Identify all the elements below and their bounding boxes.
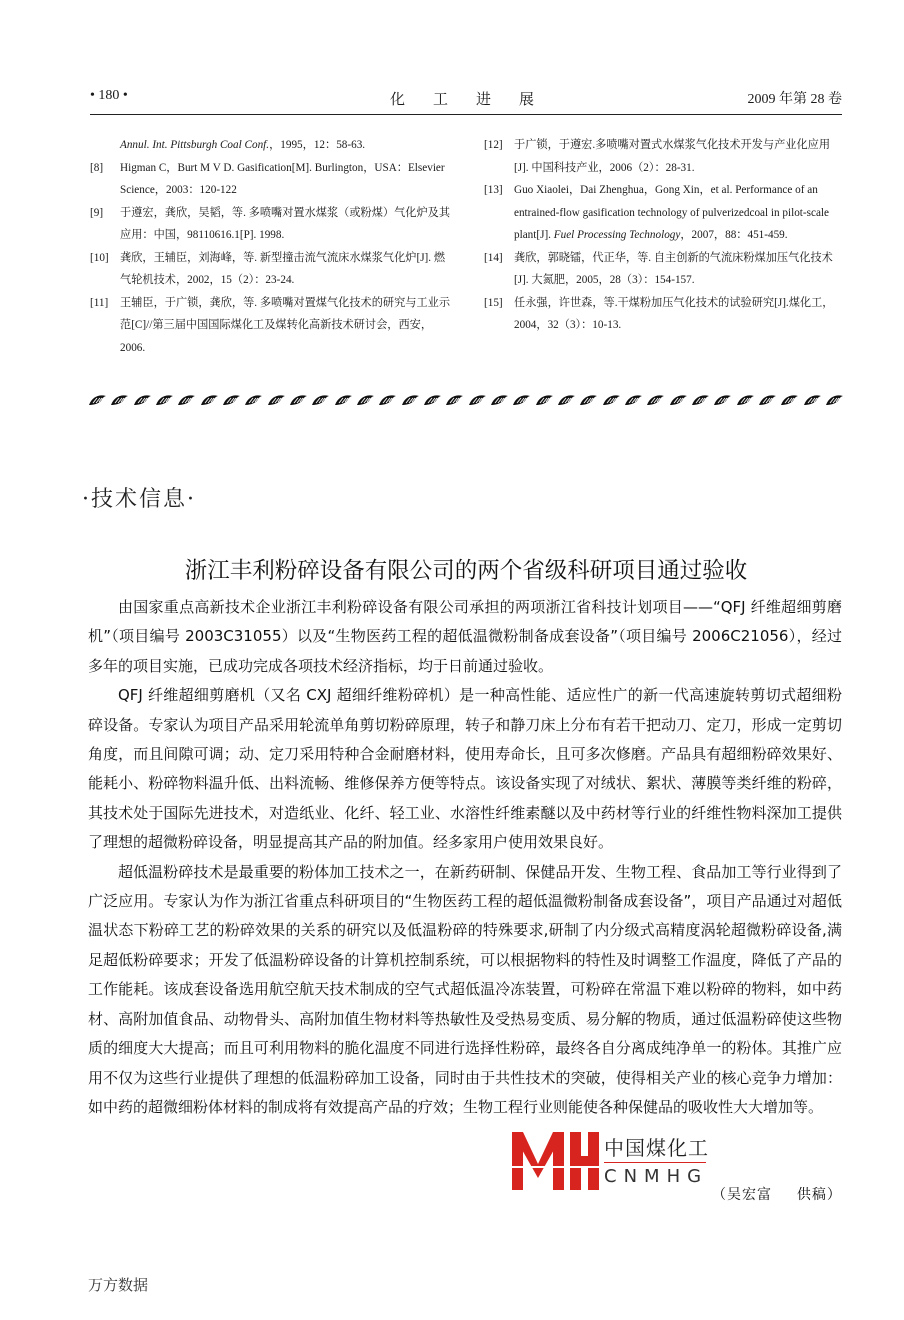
reference-text: 于遵宏，龚欣，吴韬，等. 多喷嘴对置水煤浆（或粉煤）气化炉及其应用：中国，98110616.1[P]. 1998.	[120, 206, 451, 241]
reference-text: Annul. Int. Pittsburgh Coal Conf.	[120, 139, 270, 151]
reference-number: [11]	[90, 296, 109, 309]
leaf-ornament-icon	[758, 393, 777, 407]
reference-number: [12]	[484, 139, 503, 151]
leaf-ornament-icon	[334, 393, 353, 407]
leaf-ornament-icon	[669, 393, 688, 407]
references-left-column	[90, 134, 455, 359]
leaf-ornament-icon	[155, 393, 174, 407]
journal-name: 化工进展	[390, 90, 563, 108]
leaf-ornament-icon	[557, 393, 576, 407]
reference-item	[90, 247, 455, 292]
source-watermark: 万方数据	[88, 1276, 149, 1294]
leaf-ornament-icon	[356, 393, 375, 407]
reference-number: [15]	[484, 296, 503, 309]
reference-number: [9]	[90, 206, 104, 219]
logo-name-en: CNMHG	[604, 1166, 709, 1187]
reference-text: 任永强，许世森，等.干煤粉加压气化技术的试验研究[J].煤化工，2004，32（3）：10-13.	[514, 296, 834, 331]
leaf-ornament-icon	[200, 393, 219, 407]
running-header	[90, 88, 842, 112]
header-rule	[90, 114, 842, 115]
reference-item	[484, 134, 842, 179]
leaf-ornament-icon	[713, 393, 732, 407]
reference-text: Higman C，Burt M V D. Gasification[M]. Burlington，USA：Elsevier Science，2003：120-122	[120, 161, 445, 196]
paragraph: 超低温粉碎技术是最重要的粉体加工技术之一，在新药研制、保健品开发、生物工程、食品加工等行业得到了广泛应用。专家认为作为浙江省重点科研项目的“生物医药工程的超低温微粉制备成套设备”，项目产品通过对超低温状态下粉碎工艺的粉碎效果的关系的研究以及低温粉碎的特殊要求,研制了内分级式高精度涡轮超微粉碎设备,满足超低粉碎要求；开发了低温粉碎设备的计算机控制系统，可以根据物料的特性及时调整工作温度，降低了产品的工作能耗。该成套设备选用航空航天技术制成的空气式超低温冷冻装置，可粉碎在常温下难以粉碎的物料，如中药材、高附加值食品、动物骨头、高附加值生物材料等热敏性及受热易变质、易分解的物质，通过低温粉碎使这些物质的细度大大提高；而且可利用物料的脆化温度不同进行选择性粉碎，最终各自分离成纯净单一的粉体。其推广应用不仅为这些行业提供了理想的低温粉碎加工设备，同时由于共性技术的突破，使得相关产业的核心竞争力增加：如中药的超微细粉体材料的制成将有效提高产品的疗效；生物工程行业则能使各种保健品的吸收性大大增加等。	[88, 862, 842, 1116]
leaf-ornament-icon	[244, 393, 263, 407]
leaf-ornament-icon	[177, 393, 196, 407]
ornament-divider	[88, 393, 844, 413]
leaf-ornament-icon	[535, 393, 554, 407]
mh-logo-icon	[510, 1128, 600, 1192]
leaf-ornament-icon	[133, 393, 152, 407]
reference-text: 于广锁，于遵宏.多喷嘴对置式水煤浆气化技术开发与产业化应用[J]. 中国科技产业，2006（2）：28-31.	[514, 139, 831, 174]
volume-info: 2009 年第 28 卷	[747, 92, 842, 107]
page-number: • 180 •	[90, 88, 128, 103]
watermark-logo	[510, 1128, 710, 1192]
leaf-ornament-icon	[222, 393, 241, 407]
paragraph: QFJ 纤维超细剪磨机（又名 CXJ 超细纤维粉碎机）是一种高性能、适应性广的新一代高速旋转剪切式超细粉碎设备。专家认为项目产品采用轮流单角剪切粉碎原理，转子和静刀床上分布有若干把动刀、定刀，形成一定剪切角度，而且间隙可调；动、定刀采用特种合金耐磨材料，使用寿命长，且可多次修磨。产品具有超细粉碎效果好、能耗小、粉碎物料温升低、出料流畅、维修保养方便等特点。该设备实现了对绒状、絮状、薄膜等类纤维的粉碎，其技术处于国际先进技术，对造纸业、化纤、轻工业、水溶性纤维素醚以及中药材等行业的纤维性物料深加工提供了理想的超微粉碎设备，明显提高其产品的附加值。经多家用户使用效果良好。	[88, 686, 842, 852]
reference-text: Fuel Processing Technology	[553, 229, 681, 241]
reference-item	[484, 292, 842, 337]
reference-number: [14]	[484, 251, 503, 264]
reference-item	[90, 292, 455, 360]
reference-text: 龚欣，郭晓镭，代正华，等. 自主创新的气流床粉煤加压气化技术[J]. 大氮肥，2005，28（3）：154-157.	[514, 251, 833, 286]
reference-item	[484, 179, 842, 247]
article-title: 浙江丰利粉碎设备有限公司的两个省级科研项目通过验收	[184, 558, 748, 585]
leaf-ornament-icon	[602, 393, 621, 407]
reference-text: Guo Xiaolei，Dai Zhenghua，Gong Xin，et al. Performance of an entrained-flow gasification technology of pulverizedcoal in pilot-scale plant[J].	[514, 184, 829, 241]
leaf-ornament-icon	[803, 393, 822, 407]
reference-item	[90, 134, 455, 157]
leaf-ornament-icon	[624, 393, 643, 407]
leaf-ornament-icon	[512, 393, 531, 407]
logo-name-cn: 中国煤化工	[604, 1136, 709, 1160]
leaf-ornament-icon	[401, 393, 420, 407]
leaf-ornament-icon	[736, 393, 755, 407]
reference-number: [8]	[90, 161, 104, 174]
credit-role: 供稿）	[796, 1187, 842, 1203]
leaf-ornament-icon	[579, 393, 598, 407]
credit-author: （吴宏富	[712, 1187, 772, 1203]
reference-number: [10]	[90, 251, 109, 264]
paragraph: 由国家重点高新技术企业浙江丰利粉碎设备有限公司承担的两项浙江省科技计划项目——“QFJ 纤维超细剪磨机”（项目编号 2003C31055）以及“生物医药工程的超低温微粉制备成套设备”（项目编号 2006C21056），经过多年的项目实施，已成功完成各项技术经济指标，均于日前通过验收。	[88, 598, 842, 675]
leaf-ornament-icon	[646, 393, 665, 407]
leaf-ornament-icon	[311, 393, 330, 407]
reference-item	[90, 157, 455, 202]
leaf-ornament-icon	[88, 393, 107, 407]
leaf-ornament-icon	[780, 393, 799, 407]
reference-item	[484, 247, 842, 292]
reference-item	[90, 202, 455, 247]
leaf-ornament-icon	[691, 393, 710, 407]
leaf-ornament-icon	[378, 393, 397, 407]
leaf-ornament-icon	[445, 393, 464, 407]
leaf-ornament-icon	[423, 393, 442, 407]
article-credit	[712, 1184, 842, 1204]
reference-text: ，1995，12：58-63.	[269, 139, 366, 151]
reference-text: ，2007，88：451-459.	[680, 229, 788, 241]
logo-divider	[604, 1162, 706, 1163]
leaf-ornament-icon	[110, 393, 129, 407]
reference-text: 王辅臣，于广锁，龚欣，等. 多喷嘴对置煤气化技术的研究与工业示范[C]//第三届中国国际煤化工及煤转化高新技术研讨会，西安，2006.	[120, 296, 451, 354]
leaf-ornament-icon	[490, 393, 509, 407]
leaf-ornament-icon	[468, 393, 487, 407]
reference-text: 龚欣，王辅臣，刘海峰，等. 新型撞击流气流床水煤浆气化炉[J]. 燃气轮机技术，2002，15（2）：23-24.	[120, 251, 446, 286]
leaf-ornament-icon	[289, 393, 308, 407]
leaf-ornament-icon	[267, 393, 286, 407]
section-tag: ·技术信息·	[82, 487, 196, 512]
article-body	[88, 593, 842, 1122]
references-right-column	[484, 134, 842, 337]
leaf-ornament-icon	[825, 393, 844, 407]
reference-number: [13]	[484, 184, 503, 196]
